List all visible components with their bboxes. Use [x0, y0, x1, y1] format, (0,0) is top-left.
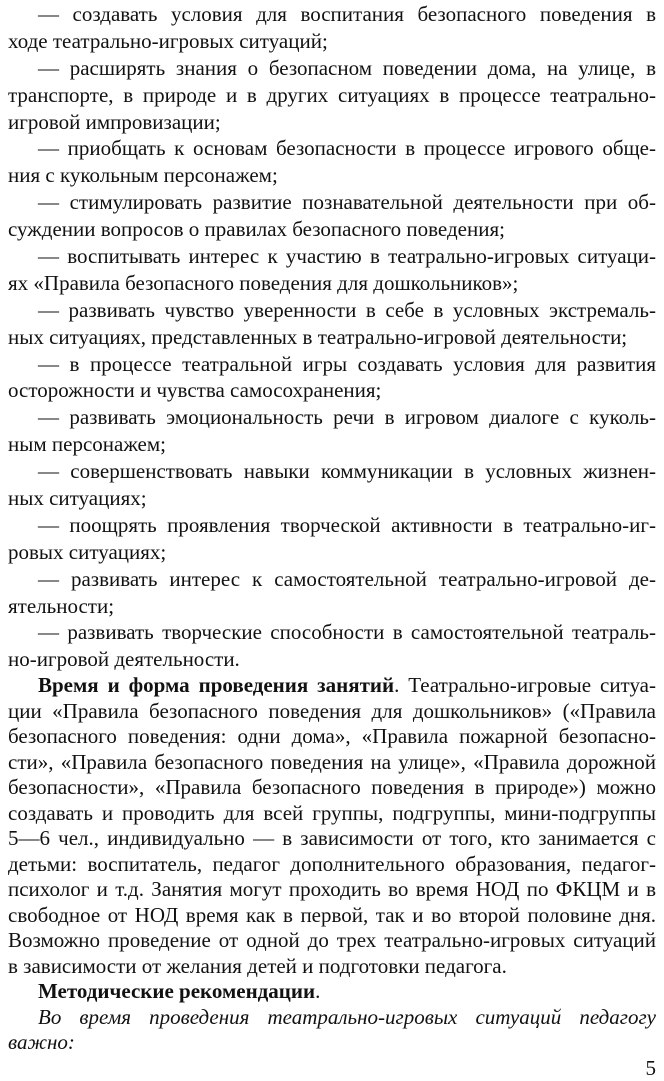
text-line	[8, 1030, 656, 1056]
line-text: — поощрять проявления творческой активности в театрально-иг-	[38, 512, 656, 537]
line-text: ным персонажем;	[8, 432, 167, 457]
text-line	[8, 28, 656, 55]
text-line	[8, 699, 656, 725]
line-text: — развивать творческие способности в самостоятельной театраль-	[38, 620, 656, 645]
text-line	[8, 431, 656, 458]
line-text: ятельности;	[8, 593, 115, 618]
line-text: игровой импровизации;	[8, 109, 221, 134]
line-text: но-игровой деятельности.	[8, 647, 240, 672]
text-line	[8, 928, 656, 954]
paragraph	[8, 979, 656, 1005]
line-text: психолог и т.д. Занятия могут проходить во время НОД по ФКЦМ и в	[8, 877, 656, 902]
text-line	[8, 1005, 656, 1031]
text-line	[8, 979, 656, 1005]
text-line	[8, 826, 656, 852]
paragraph	[8, 619, 656, 673]
paragraph	[8, 1005, 656, 1056]
text-line	[8, 1, 656, 28]
line-text: — воспитывать интерес к участию в театрально-игровых ситуаци-	[38, 244, 656, 269]
text-line	[8, 377, 656, 404]
paragraph	[8, 351, 656, 405]
section-heading: Время и форма проведения занятий	[38, 673, 395, 698]
line-text: — стимулировать развитие познавательной деятельности при об-	[38, 190, 656, 215]
line-text: — в процессе театральной игры создавать условия для развития	[38, 351, 656, 376]
line-text: Во время проведения театрально-игровых ситуаций педагогу	[38, 1004, 656, 1029]
paragraph	[8, 404, 656, 458]
text-line	[8, 82, 656, 109]
paragraph	[8, 673, 656, 979]
line-text: ных ситуациях, представленных в театрально-игровой деятельности;	[8, 324, 628, 349]
text-line	[8, 852, 656, 878]
line-text: 5—6 чел., индивидуально — в зависимости от того, кто занимается с	[8, 826, 656, 851]
text-line	[8, 458, 656, 485]
text-line	[8, 162, 656, 189]
line-text: — развивать эмоциональность речи в игровом диалоге с куколь-	[38, 405, 656, 430]
line-text: важно:	[8, 1030, 75, 1055]
text-line	[8, 593, 656, 620]
text-line	[8, 801, 656, 827]
paragraph	[8, 297, 656, 351]
line-text: свободное от НОД время как в первой, так и во второй половине дня.	[8, 902, 656, 927]
text-line	[8, 512, 656, 539]
paragraph	[8, 135, 656, 189]
document-body	[8, 1, 656, 1056]
line-text: Возможно проведение от одной до трех театрально-игровых ситуаций	[8, 928, 656, 953]
text-line	[8, 566, 656, 593]
text-line	[8, 646, 656, 673]
line-text: детьми: воспитатель, педагог дополнительного образования, педагог-	[8, 851, 656, 876]
paragraph	[8, 458, 656, 512]
text-line	[8, 109, 656, 136]
line-text: безопасного поведения: одни дома», «Правила пожарной безопасно-	[8, 724, 656, 749]
text-line	[8, 673, 656, 699]
text-line	[8, 619, 656, 646]
line-text: транспорте, в природе и в других ситуациях в процессе театрально-	[8, 82, 656, 107]
text-line	[8, 775, 656, 801]
line-text: — приобщать к основам безопасности в процессе игрового обще-	[38, 136, 656, 161]
text-line	[8, 903, 656, 929]
text-line	[8, 877, 656, 903]
line-text: сти», «Правила безопасного поведения на улице», «Правила дорожной	[8, 749, 656, 774]
line-text: — создавать условия для воспитания безопасного поведения в	[38, 2, 656, 26]
line-text: — расширять знания о безопасном поведении дома, на улице, в	[38, 55, 656, 80]
line-text: .	[315, 979, 321, 1004]
text-line	[8, 750, 656, 776]
line-text: ровых ситуациях;	[8, 539, 167, 564]
text-line	[8, 724, 656, 750]
text-line	[8, 135, 656, 162]
line-text: — развивать чувство уверенности в себе в условных экстремаль-	[38, 297, 656, 322]
text-line	[8, 270, 656, 297]
line-text: ния с кукольным персонажем;	[8, 163, 278, 188]
text-line	[8, 297, 656, 324]
text-line	[8, 954, 656, 980]
paragraph	[8, 566, 656, 620]
paragraph	[8, 1, 656, 55]
text-line	[8, 485, 656, 512]
line-text: . Театрально-игровые ситуа-	[394, 673, 656, 698]
line-text: ходе театрально-игровых ситуаций;	[8, 28, 328, 53]
line-text: суждении вопросов о правилах безопасного поведения;	[8, 217, 505, 242]
line-text: создавать и проводить для всей группы, подгруппы, мини-подгруппы	[8, 800, 656, 825]
paragraph	[8, 55, 656, 136]
text-line	[8, 189, 656, 216]
line-text: ции «Правила безопасного поведения для дошкольников» («Правила	[8, 698, 656, 723]
line-text: — совершенствовать навыки коммуникации в условных жизнен-	[38, 459, 656, 484]
line-text: в зависимости от желания детей и подготовки педагога.	[8, 953, 507, 978]
text-line	[8, 243, 656, 270]
text-line	[8, 216, 656, 243]
line-text: ных ситуациях;	[8, 486, 147, 511]
line-text: безопасности», «Правила безопасного поведения в природе») можно	[8, 775, 656, 800]
paragraph	[8, 189, 656, 243]
line-text: ях «Правила безопасного поведения для дошкольников»;	[8, 270, 519, 295]
text-line	[8, 539, 656, 566]
section-heading: Методические рекомендации	[38, 979, 316, 1004]
text-line	[8, 351, 656, 378]
paragraph	[8, 243, 656, 297]
page-number: 5	[645, 1056, 656, 1080]
text-line	[8, 55, 656, 82]
text-line	[8, 324, 656, 351]
paragraph	[8, 512, 656, 566]
text-line	[8, 404, 656, 431]
line-text: осторожности и чувства самосохранения;	[8, 378, 382, 403]
line-text: — развивать интерес к самостоятельной театрально-игровой де-	[38, 566, 656, 591]
